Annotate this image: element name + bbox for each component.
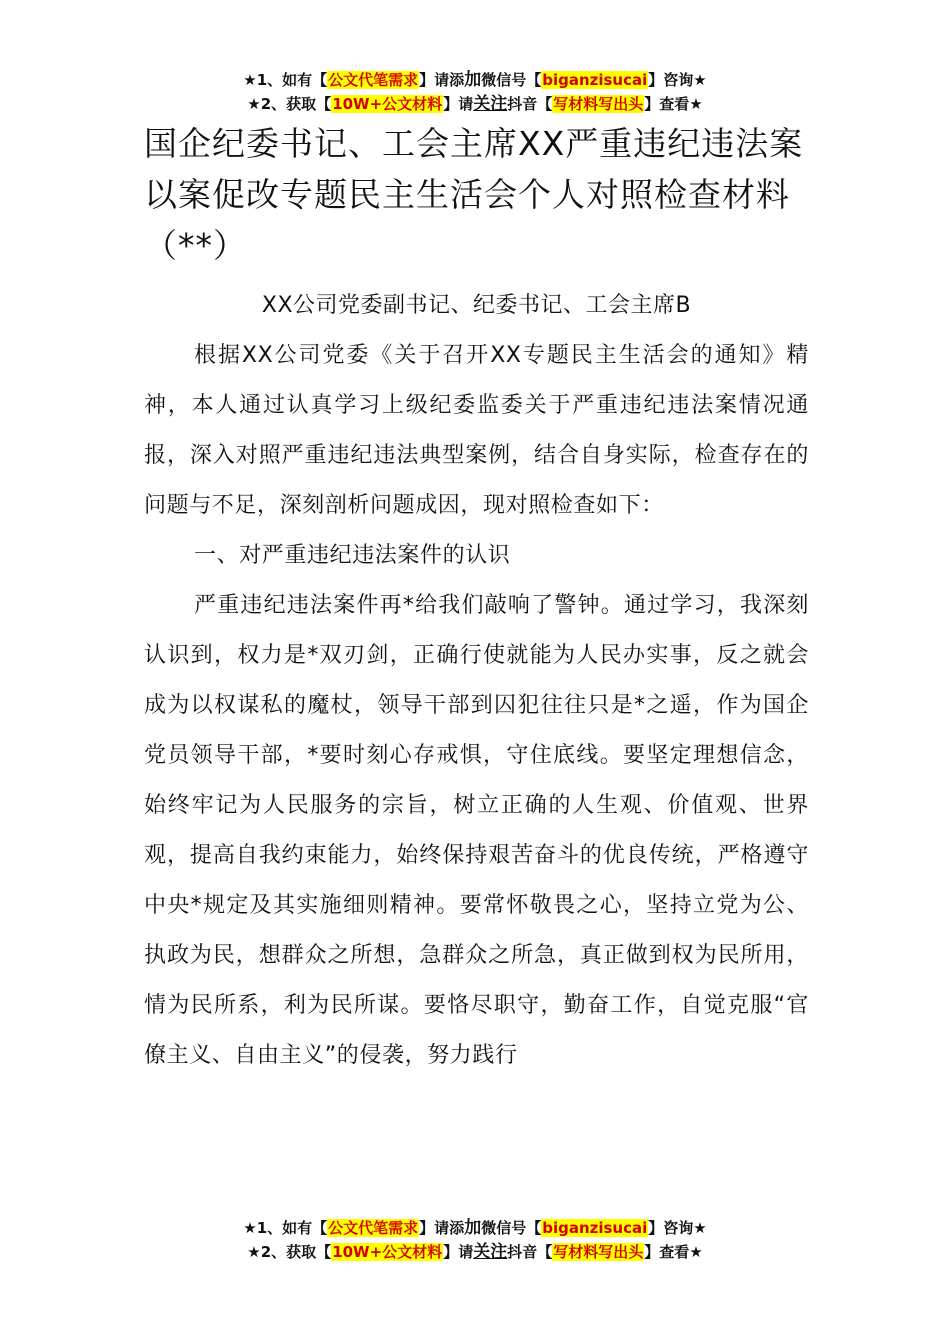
- banner-text: 】咨询★: [648, 71, 707, 89]
- banner-text: 抖音【: [507, 1243, 553, 1261]
- document-author: XX公司党委副书记、纪委书记、工会主席B: [261, 293, 692, 318]
- banner-emphasis: 关注: [473, 1242, 508, 1262]
- banner-text: 微信号【: [481, 1219, 542, 1237]
- banner-highlight: 10W+公文材料: [332, 1243, 443, 1261]
- banner-highlight: 公文代笔需求: [328, 1219, 419, 1237]
- banner-text: 】请: [443, 95, 474, 113]
- banner-line-2: [0, 1240, 950, 1264]
- banner-text: 抖音【: [507, 95, 553, 113]
- banner-text: ★2、获取【: [247, 95, 332, 113]
- banner-emphasis: 关注: [473, 94, 508, 114]
- banner-highlight: 写材料写出头: [553, 1243, 644, 1261]
- banner-line-2: [0, 92, 950, 116]
- document-title: 国企纪委书记、工会主席XX严重违纪违法案以案促改专题民主生活会个人对照检查材料（**）: [144, 124, 804, 265]
- banner-emphasis: 加: [464, 70, 482, 90]
- banner-text: ★2、获取【: [247, 1243, 332, 1261]
- banner-text: 微信号【: [481, 71, 542, 89]
- intro-paragraph: 根据XX公司党委《关于召开XX专题民主生活会的通知》精神，本人通过认真学习上级纪委监委关于严重违纪违法案情况通报，深入对照严重违纪违法典型案例，结合自身实际，检查存在的问题与不足，深刻剖析问题成因，现对照检查如下：: [144, 343, 809, 518]
- banner-highlight: biganzisucai: [542, 71, 648, 89]
- banner-line-1: [0, 1216, 950, 1240]
- banner-highlight: 公文代笔需求: [328, 71, 419, 89]
- banner-text: 】请添: [419, 1219, 465, 1237]
- bottom-banner: [0, 1216, 950, 1264]
- banner-highlight: 10W+公文材料: [332, 95, 443, 113]
- banner-text: 】请添: [419, 71, 465, 89]
- banner-text: 】查看★: [644, 95, 703, 113]
- banner-emphasis: 加: [464, 1218, 482, 1238]
- banner-text: 】请: [443, 1243, 474, 1261]
- banner-text: ★1、如有【: [243, 71, 328, 89]
- banner-highlight: biganzisucai: [542, 1219, 648, 1237]
- document-body: [144, 118, 809, 1081]
- banner-highlight: 写材料写出头: [553, 95, 644, 113]
- banner-text: 】查看★: [644, 1243, 703, 1261]
- banner-line-1: [0, 68, 950, 92]
- banner-text: 】咨询★: [648, 1219, 707, 1237]
- top-banner: [0, 68, 950, 116]
- banner-text: ★1、如有【: [243, 1219, 328, 1237]
- section-body-paragraph: 严重违纪违法案件再*给我们敲响了警钟。通过学习，我深刻认识到，权力是*双刃剑，正确行使就能为人民办实事，反之就会成为以权谋私的魔杖，领导干部到囚犯往往只是*之遥，作为国企党员领导干部，*要时刻心存戒惧，守住底线。要坚定理想信念，始终牢记为人民服务的宗旨，树立正确的人生观、价值观、世界观，提高自我约束能力，始终保持艰苦奋斗的优良传统，严格遵守中央*规定及其实施细则精神。要常怀敬畏之心，坚持立党为公、执政为民，想群众之所想，急群众之所急，真正做到权为民所用，情为民所系，利为民所谋。要恪尽职守，勤奋工作，自觉克服“官僚主义、自由主义”的侵袭，努力践行: [144, 593, 809, 1068]
- section-heading: 一、对严重违纪违法案件的认识: [194, 543, 511, 568]
